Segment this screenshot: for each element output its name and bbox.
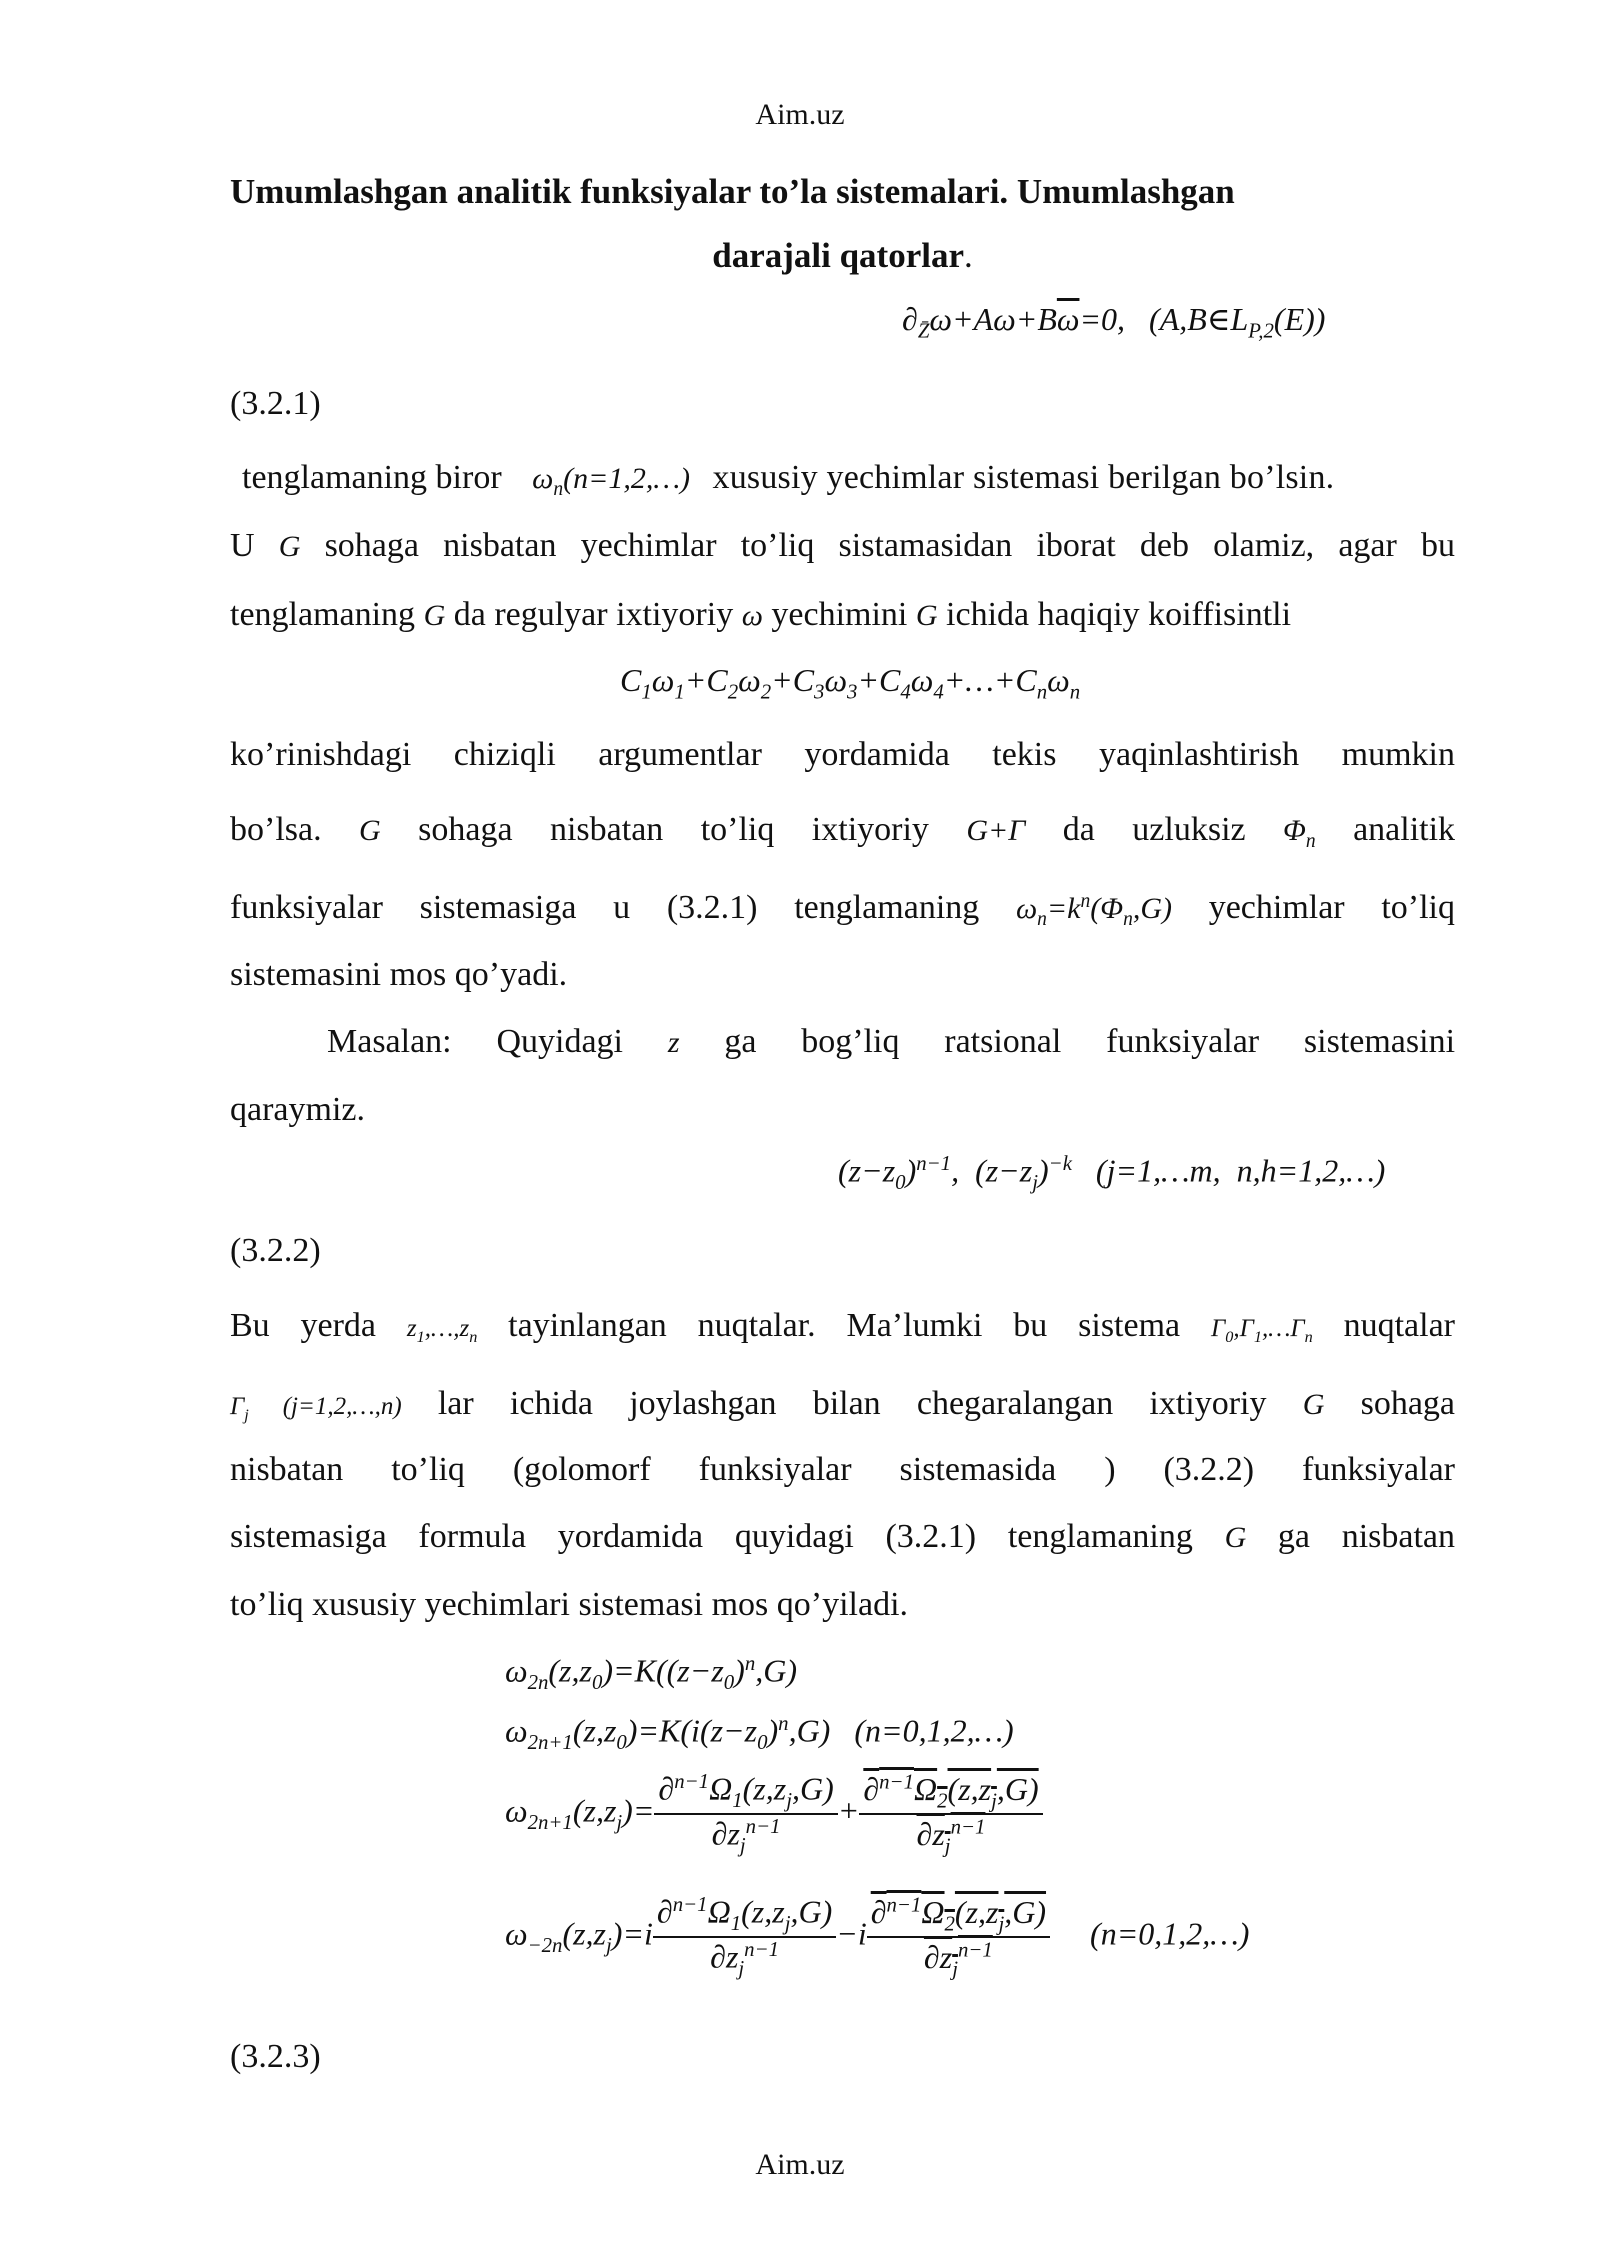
equation-number-3-2-3: (3.2.3) [230, 2038, 321, 2075]
paragraph-2-line-1 [230, 735, 1455, 776]
p1-text-g: yechimini [771, 596, 908, 633]
math-Gamma-j: $\Gamma_j$ (j=1,2,…,n) [230, 1393, 402, 1424]
math-omega: ω [741, 599, 763, 632]
title-line2-end: . [964, 236, 973, 275]
paragraph-1-line-1 [230, 458, 1455, 501]
math-G: G [278, 530, 301, 563]
page-header: Aim.uz [755, 98, 845, 131]
math-G: G [359, 814, 381, 847]
math-G: G [1224, 1521, 1247, 1554]
equation-3-2-3-line-4: $\omega_{-2n}(z,z_j)=i$ $\frac{\partial^{n-1}\Omega_1(z,z_j,G)}{\partial z_j^{n-1}}$ −i $\frac{\partial^{n-1}\Omega_2(z,z_j,G)}{\partial z_j^{n-1}}$ (n=0,1,2,…) [505, 1893, 1250, 1981]
p2-text-h: sistemasini mos qo’yadi. [230, 956, 568, 993]
math-z: z [667, 1026, 680, 1059]
p1-text-b: xususiy yechimlar sistemasi berilgan bo’lsin. [712, 459, 1335, 496]
paragraph-3-line-1 [327, 1022, 1455, 1063]
page-footer: Aim.uz [755, 2148, 845, 2181]
p2-text-b: bo’lsa. [230, 811, 322, 848]
document-title-line2 [230, 236, 1455, 276]
fraction-omega2: $\frac{\partial^{n-1}\Omega_2(z,z_j,G)}{\partial z_j^{n-1}}$ [859, 1770, 1042, 1858]
p4-text-h: ga nisbatan [1277, 1518, 1455, 1555]
p4-text-d: lar ichida joylashgan bilan chegaralangan ixtiyoriy [437, 1385, 1267, 1422]
p1-text-e: tenglamaning [230, 596, 416, 633]
math-z1-zn: $z_1,\dots,z_n$ [406, 1315, 478, 1346]
equation-3-2-1: $\partial_{Z̄}\omega+A\omega+B\overline{\omega}=0$, $(A,B\in L_{P,2}(E))$ [902, 301, 1326, 343]
equation-linear-combination: $C_1\omega_1+C_2\omega_2+C_3\omega_3+C_4\omega_4+\dots+C_n\omega_n$ [620, 662, 1081, 704]
p2-text-d: da uzluksiz [1062, 811, 1246, 848]
paragraph-4-line-5 [230, 1585, 1455, 1626]
fraction-omega2-b: $\frac{\partial^{n-1}\Omega_2(z,z_j,G)}{\partial z_j^{n-1}}$ [867, 1893, 1050, 1981]
p1-text-c: U [230, 527, 255, 564]
math-G: G [423, 599, 446, 632]
p4-text-g: sistemasiga formula yordamida quyidagi (3.2.1) tenglamaning [230, 1518, 1193, 1555]
p2-text-f: funksiyalar sistemasiga u (3.2.1) tenglamaning [230, 889, 980, 926]
math-G: G [1302, 1388, 1325, 1421]
p2-text-g: yechimlar to’liq [1208, 889, 1455, 926]
equation-number-3-2-2: (3.2.2) [230, 1232, 321, 1269]
p4-text-f: nisbatan to’liq (golomorf funksiyalar sistemasida ) (3.2.2) funksiyalar [230, 1451, 1455, 1488]
equation-3-2-3-line-1: $\omega_{2n}(z,z_0)=K((z-z_0)^n,G)$ [505, 1652, 797, 1695]
paragraph-4-line-3 [230, 1450, 1455, 1491]
p2-text-c: sohaga nisbatan to’liq ixtiyoriy [418, 811, 929, 848]
p1-text-h: ichida haqiqiy koiffisintli [946, 596, 1292, 633]
p1-text-d: sohaga nisbatan yechimlar to’liq sistamasidan iborat deb olamiz, agar bu [324, 527, 1456, 564]
title-line2-text: darajali qatorlar [712, 236, 965, 275]
paragraph-2-line-3 [230, 888, 1455, 931]
paragraph-4-line-1 [230, 1306, 1455, 1348]
math-omega-n-eq: $\omega_n=k^n(\Phi_n,G)$ [1015, 891, 1172, 930]
p2-text-e: analitik [1353, 811, 1456, 848]
p1-text-f: da regulyar ixtiyoriy [453, 596, 734, 633]
math-G-plus-Gamma: G+Γ [966, 814, 1026, 847]
paragraph-4-line-2 [230, 1384, 1455, 1426]
fraction-omega1: $\frac{\partial^{n-1}\Omega_1(z,z_j,G)}{\partial z_j^{n-1}}$ [654, 1770, 837, 1858]
p2-text-a: ko’rinishdagi chiziqli argumentlar yordamida tekis yaqinlashtirish mumkin [230, 736, 1455, 773]
fraction-omega1-b: $\frac{\partial^{n-1}\Omega_1(z,z_j,G)}{\partial z_j^{n-1}}$ [653, 1893, 836, 1981]
paragraph-2-line-2 [230, 810, 1455, 853]
math-Gamma-list: $\Gamma_0,\Gamma_1,\dots\Gamma_n$ [1210, 1315, 1313, 1346]
p4-text-e: sohaga [1360, 1385, 1456, 1422]
paragraph-2-line-4 [230, 955, 1455, 996]
p3-text-c: qaraymiz. [230, 1091, 365, 1128]
p3-text-a: Masalan: Quyidagi [327, 1023, 623, 1060]
paragraph-4-line-4 [230, 1517, 1455, 1558]
p1-text-a: tenglamaning biror [242, 459, 502, 496]
paragraph-1-line-3 [230, 595, 1455, 636]
document-title-line1: Umumlashgan analitik funksiyalar to’la sistemalari. Umumlashgan [230, 172, 1235, 211]
equation-3-2-2: $(z-z_0)^{n-1}$, $(z-z_j)^{-k}$ (j=1,…m, n,h=1,2,…) [838, 1152, 1386, 1195]
p4-text-i: to’liq xususiy yechimlari sistemasi mos qo’yiladi. [230, 1586, 909, 1623]
math-Phi-n: $\Phi_n$ [1283, 814, 1316, 852]
equation-number-3-2-1: (3.2.1) [230, 385, 321, 422]
p4-text-b: tayinlangan nuqtalar. Ma’lumki bu sistema [508, 1307, 1181, 1344]
p4-text-c: nuqtalar [1343, 1307, 1456, 1344]
equation-3-2-3-line-3: $\omega_{2n+1}(z,z_j)=$ $\frac{\partial^{n-1}\Omega_1(z,z_j,G)}{\partial z_j^{n-1}}$ + $\frac{\partial^{n-1}\Omega_2(z,z_j,G)}{\partial z_j^{n-1}}$ [505, 1770, 1043, 1858]
math-omega-n: $\omega_n(n=1,2,\dots)$ [532, 462, 690, 500]
equation-3-2-3-line-2: $\omega_{2n+1}(z,z_0)=K(i(z-z_0)^n,G)$ (n=0,1,2,…) [505, 1712, 1014, 1755]
p3-text-b: ga bog’liq ratsional funksiyalar sistemasini [724, 1023, 1456, 1060]
paragraph-1-line-2 [230, 526, 1455, 567]
p4-text-a: Bu yerda [230, 1307, 377, 1344]
paragraph-3-line-2 [230, 1090, 1455, 1131]
math-G: G [915, 599, 938, 632]
